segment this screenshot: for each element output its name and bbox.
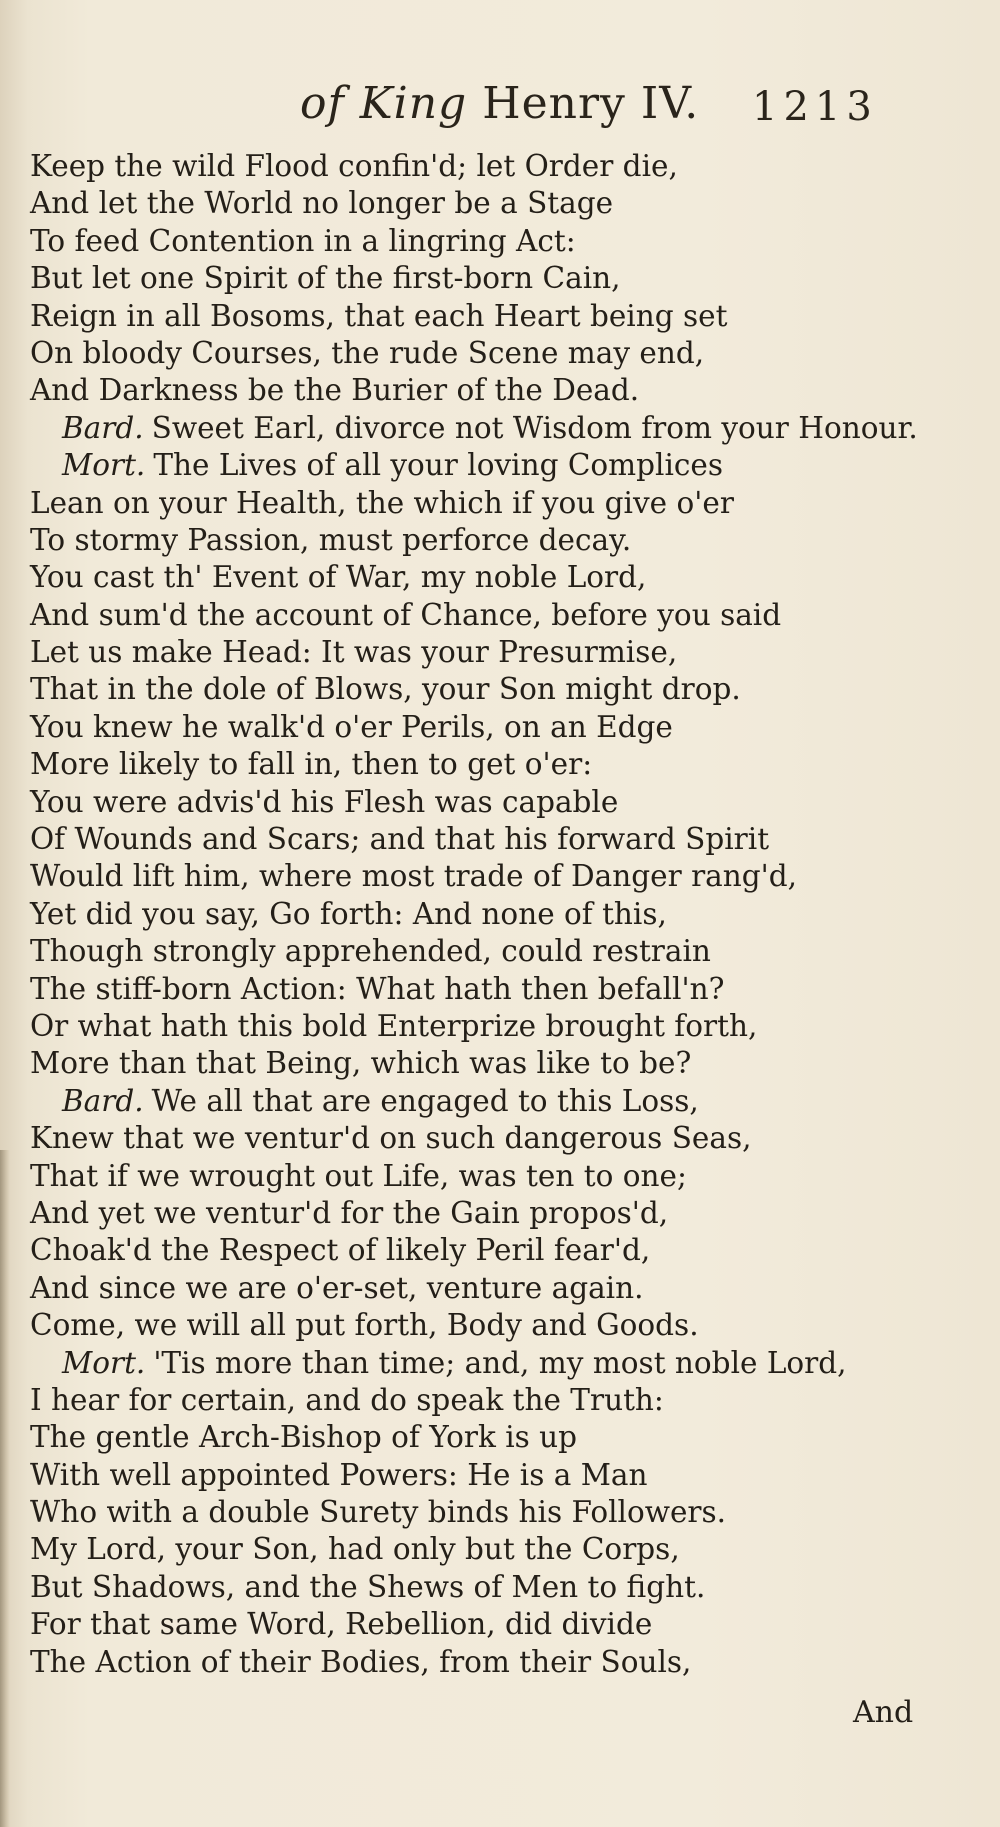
line-text: Choak'd the Respect of likely Peril fear'd, xyxy=(30,1233,651,1268)
verse-line xyxy=(30,1270,950,1307)
line-text: And since we are o'er-set, venture again. xyxy=(30,1270,644,1305)
line-text: Yet did you say, Go forth: And none of this, xyxy=(30,896,667,931)
line-text: Keep the wild Flood confin'd; let Order die, xyxy=(30,149,678,183)
line-text: Of Wounds and Scars; and that his forward Spirit xyxy=(30,822,770,857)
line-text: And Darkness be the Burier of the Dead. xyxy=(30,373,640,408)
line-text: You cast th' Event of War, my noble Lord, xyxy=(30,560,647,595)
verse-line xyxy=(30,298,950,335)
play-text xyxy=(30,148,950,1681)
line-text: And yet we ventur'd for the Gain propos'd, xyxy=(30,1195,669,1230)
verse-line xyxy=(30,559,950,596)
verse-line xyxy=(30,185,950,222)
line-text: More likely to fall in, then to get o'er: xyxy=(30,747,593,782)
running-title-prefix: of King xyxy=(300,78,468,129)
line-text: To feed Contention in a lingring Act: xyxy=(30,223,576,258)
running-title xyxy=(300,78,699,129)
line-text: The Action of their Bodies, from their Souls, xyxy=(30,1644,692,1679)
verse-line xyxy=(30,971,950,1008)
line-text: And sum'd the account of Chance, before you said xyxy=(30,597,782,632)
page-number: 1213 xyxy=(752,84,878,130)
line-text: To stormy Passion, must perforce decay. xyxy=(30,522,632,557)
verse-line xyxy=(30,485,950,522)
line-text: Or what hath this bold Enterprize brought forth, xyxy=(30,1008,758,1043)
verse-line xyxy=(30,671,950,708)
verse-line xyxy=(30,1531,950,1568)
verse-line xyxy=(30,1008,950,1045)
verse-line xyxy=(30,1195,950,1232)
line-text: Sweet Earl, divorce not Wisdom from your Honour. xyxy=(151,410,918,445)
speaker-name: Mort. xyxy=(62,1345,146,1380)
line-text: I hear for certain, and do speak the Truth: xyxy=(30,1382,664,1417)
verse-line xyxy=(30,223,950,260)
verse-line xyxy=(30,746,950,783)
line-text: The stiff-born Action: What hath then befall'n? xyxy=(30,971,725,1006)
speech-start-line xyxy=(30,1083,950,1120)
line-text: Though strongly apprehended, could restrain xyxy=(30,934,711,969)
verse-line xyxy=(30,1644,950,1681)
catchword: And xyxy=(853,1695,914,1730)
verse-line xyxy=(30,1307,950,1344)
line-text: You were advis'd his Flesh was capable xyxy=(30,784,619,819)
verse-line xyxy=(30,1457,950,1494)
verse-line xyxy=(30,372,950,409)
verse-line xyxy=(30,709,950,746)
line-text: But let one Spirit of the first-born Cain, xyxy=(30,261,621,296)
verse-line xyxy=(30,522,950,559)
line-text: My Lord, your Son, had only but the Corps, xyxy=(30,1532,680,1567)
line-text: Lean on your Health, the which if you give o'er xyxy=(30,485,734,520)
line-text: And let the World no longer be a Stage xyxy=(30,186,614,221)
line-text: The gentle Arch-Bishop of York is up xyxy=(30,1420,578,1455)
verse-line xyxy=(30,597,950,634)
line-text: Reign in all Bosoms, that each Heart being set xyxy=(30,298,728,333)
verse-line xyxy=(30,1494,950,1531)
verse-line xyxy=(30,1569,950,1606)
verse-line xyxy=(30,634,950,671)
verse-line xyxy=(30,933,950,970)
speaker-name: Mort. xyxy=(62,448,146,483)
line-text: Who with a double Surety binds his Followers. xyxy=(30,1495,727,1530)
verse-line xyxy=(30,896,950,933)
verse-line xyxy=(30,1232,950,1269)
verse-line xyxy=(30,1120,950,1157)
verse-line xyxy=(30,1045,950,1082)
verse-line xyxy=(30,858,950,895)
speech-start-line xyxy=(30,410,950,447)
page-header xyxy=(0,78,1000,138)
verse-line xyxy=(30,821,950,858)
line-text: 'Tis more than time; and, my most noble Lord, xyxy=(153,1345,847,1380)
speech-start-line xyxy=(30,447,950,484)
line-text: Let us make Head: It was your Presurmise, xyxy=(30,635,678,670)
line-text: You knew he walk'd o'er Perils, on an Edge xyxy=(30,709,673,744)
line-text: That if we wrought out Life, was ten to one; xyxy=(30,1158,687,1193)
line-text: That in the dole of Blows, your Son might drop. xyxy=(30,672,741,707)
verse-line xyxy=(30,335,950,372)
line-text: Would lift him, where most trade of Danger rang'd, xyxy=(30,859,798,894)
verse-line xyxy=(30,1382,950,1419)
page-edge-shadow xyxy=(0,1150,10,1827)
line-text: Come, we will all put forth, Body and Goods. xyxy=(30,1308,699,1343)
line-text: The Lives of all your loving Complices xyxy=(153,448,724,483)
verse-line xyxy=(30,784,950,821)
speaker-name: Bard. xyxy=(62,410,144,445)
line-text: Knew that we ventur'd on such dangerous Seas, xyxy=(30,1121,752,1156)
verse-line xyxy=(30,260,950,297)
speaker-name: Bard. xyxy=(62,1083,144,1118)
verse-line xyxy=(30,1419,950,1456)
speech-start-line xyxy=(30,1345,950,1382)
verse-line xyxy=(30,1606,950,1643)
line-text: For that same Word, Rebellion, did divide xyxy=(30,1607,653,1642)
running-title-main: Henry IV. xyxy=(467,78,700,129)
line-text: On bloody Courses, the rude Scene may end, xyxy=(30,335,705,370)
line-text: But Shadows, and the Shews of Men to fight. xyxy=(30,1569,706,1604)
verse-line xyxy=(30,148,950,185)
verse-line xyxy=(30,1158,950,1195)
line-text: We all that are engaged to this Loss, xyxy=(151,1083,699,1118)
line-text: With well appointed Powers: He is a Man xyxy=(30,1457,648,1492)
line-text: More than that Being, which was like to be? xyxy=(30,1046,692,1081)
